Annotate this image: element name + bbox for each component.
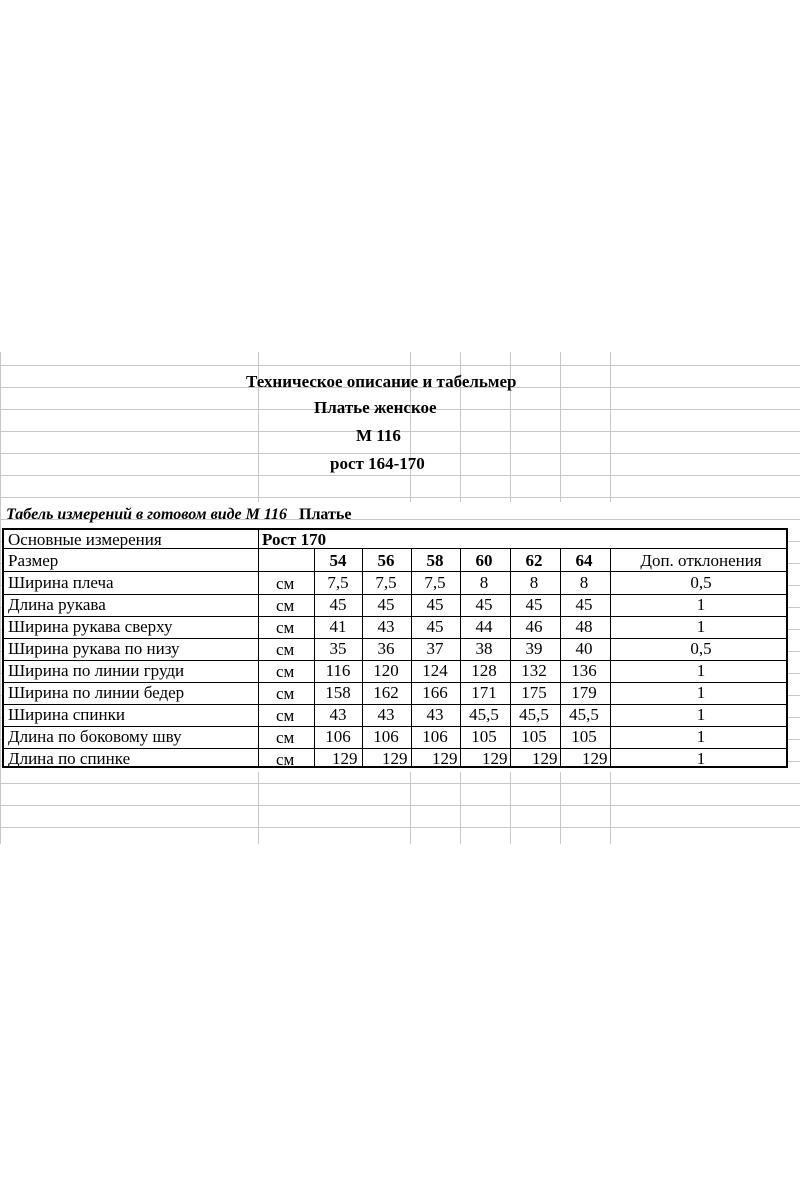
document-title: Техническое описание и табельмер	[246, 372, 517, 391]
value-cell: 45	[426, 617, 444, 636]
value-cell: 45	[426, 595, 444, 614]
value-cell: 48	[575, 617, 593, 636]
value-cell: 129	[332, 749, 358, 768]
model-number: М 116	[356, 426, 401, 445]
size-header: 62	[525, 551, 543, 570]
value-cell: 158	[325, 683, 351, 702]
size-header: 60	[475, 551, 493, 570]
value-cell: 7,5	[327, 573, 349, 592]
unit-cell: см	[276, 596, 295, 615]
value-cell: 105	[471, 727, 497, 746]
table-caption	[6, 506, 351, 524]
size-header: 58	[426, 551, 444, 570]
value-cell: 37	[426, 639, 444, 658]
value-cell: 8	[529, 573, 539, 592]
value-cell: 129	[532, 749, 558, 768]
value-cell: 8	[479, 573, 489, 592]
value-cell: 7,5	[424, 573, 446, 592]
grid-column-line	[0, 352, 1, 844]
measurement-name: Ширина рукава сверху	[8, 617, 173, 636]
value-cell: 116	[325, 661, 351, 680]
unit-cell: см	[276, 640, 295, 659]
value-cell: 45,5	[469, 705, 499, 724]
value-cell: 41	[329, 617, 347, 636]
measurement-name: Длина рукава	[8, 595, 106, 614]
value-cell: 129	[582, 749, 608, 768]
value-cell: 46	[525, 617, 543, 636]
unit-cell: см	[276, 750, 295, 769]
value-cell: 8	[579, 573, 589, 592]
value-cell: 35	[329, 639, 347, 658]
table-column-line	[258, 530, 259, 766]
measurement-name: Длина по спинке	[8, 749, 131, 768]
caption-italic: Табель измерений в готовом виде М 116	[6, 506, 287, 523]
value-cell: 175	[521, 683, 547, 702]
measurement-name: Ширина спинки	[8, 705, 125, 724]
size-label: Размер	[8, 551, 59, 570]
unit-cell: см	[276, 728, 295, 747]
value-cell: 128	[471, 661, 497, 680]
unit-cell: см	[276, 662, 295, 681]
tolerance-cell: 1	[696, 661, 706, 680]
value-cell: 45	[575, 595, 593, 614]
size-header: 64	[575, 551, 593, 570]
value-cell: 44	[475, 617, 493, 636]
value-cell: 45	[525, 595, 543, 614]
unit-cell: см	[276, 618, 295, 637]
value-cell: 45,5	[569, 705, 599, 724]
value-cell: 43	[426, 705, 444, 724]
size-header: 54	[329, 551, 347, 570]
grid-column-line	[460, 772, 461, 844]
value-cell: 106	[373, 727, 399, 746]
tolerance-cell: 1	[696, 595, 706, 614]
tolerance-cell: 1	[696, 727, 706, 746]
grid-column-line	[410, 772, 411, 844]
tolerance-cell: 0,5	[690, 573, 712, 592]
value-cell: 171	[471, 683, 497, 702]
table-row-line	[4, 571, 786, 572]
value-cell: 129	[382, 749, 408, 768]
value-cell: 7,5	[375, 573, 397, 592]
value-cell: 36	[377, 639, 395, 658]
unit-cell: см	[276, 706, 295, 725]
grid-column-line	[610, 352, 611, 502]
unit-cell: см	[276, 574, 295, 593]
measurement-name: Ширина по линии груди	[8, 661, 185, 680]
value-cell: 39	[525, 639, 543, 658]
main-measurements-label: Основные измерения	[8, 530, 162, 549]
tolerance-label: Доп. отклонения	[640, 551, 762, 570]
tolerance-cell: 1	[696, 683, 706, 702]
grid-column-line	[560, 772, 561, 844]
tolerance-cell: 0,5	[690, 639, 712, 658]
value-cell: 179	[571, 683, 597, 702]
tolerance-cell: 1	[696, 749, 706, 768]
value-cell: 45	[329, 595, 347, 614]
value-cell: 43	[329, 705, 347, 724]
caption-plain: Платье	[299, 506, 352, 523]
measurement-name: Длина по боковому шву	[8, 727, 182, 746]
value-cell: 136	[571, 661, 597, 680]
measurement-table	[2, 528, 788, 768]
value-cell: 45	[377, 595, 395, 614]
measurement-name: Ширина плеча	[8, 573, 114, 592]
value-cell: 105	[571, 727, 597, 746]
value-cell: 45,5	[519, 705, 549, 724]
value-cell: 106	[422, 727, 448, 746]
measurement-name: Ширина по линии бедер	[8, 683, 185, 702]
grid-column-line	[560, 352, 561, 502]
value-cell: 105	[521, 727, 547, 746]
value-cell: 132	[521, 661, 547, 680]
tolerance-cell: 1	[696, 617, 706, 636]
value-cell: 40	[575, 639, 593, 658]
value-cell: 124	[422, 661, 448, 680]
value-cell: 129	[482, 749, 508, 768]
value-cell: 129	[432, 749, 458, 768]
value-cell: 43	[377, 617, 395, 636]
value-cell: 106	[325, 727, 351, 746]
value-cell: 162	[373, 683, 399, 702]
value-cell: 120	[373, 661, 399, 680]
grid-column-line	[258, 772, 259, 844]
grid-column-line	[510, 772, 511, 844]
tolerance-cell: 1	[696, 705, 706, 724]
height-range: рост 164-170	[330, 454, 425, 473]
product-name: Платье женское	[314, 398, 437, 417]
value-cell: 166	[422, 683, 448, 702]
size-header: 56	[377, 551, 395, 570]
height-label: Рост 170	[262, 530, 327, 549]
measurement-name: Ширина рукава по низу	[8, 639, 180, 658]
value-cell: 45	[475, 595, 493, 614]
grid-column-line	[610, 772, 611, 844]
value-cell: 43	[377, 705, 395, 724]
value-cell: 38	[475, 639, 493, 658]
unit-cell: см	[276, 684, 295, 703]
